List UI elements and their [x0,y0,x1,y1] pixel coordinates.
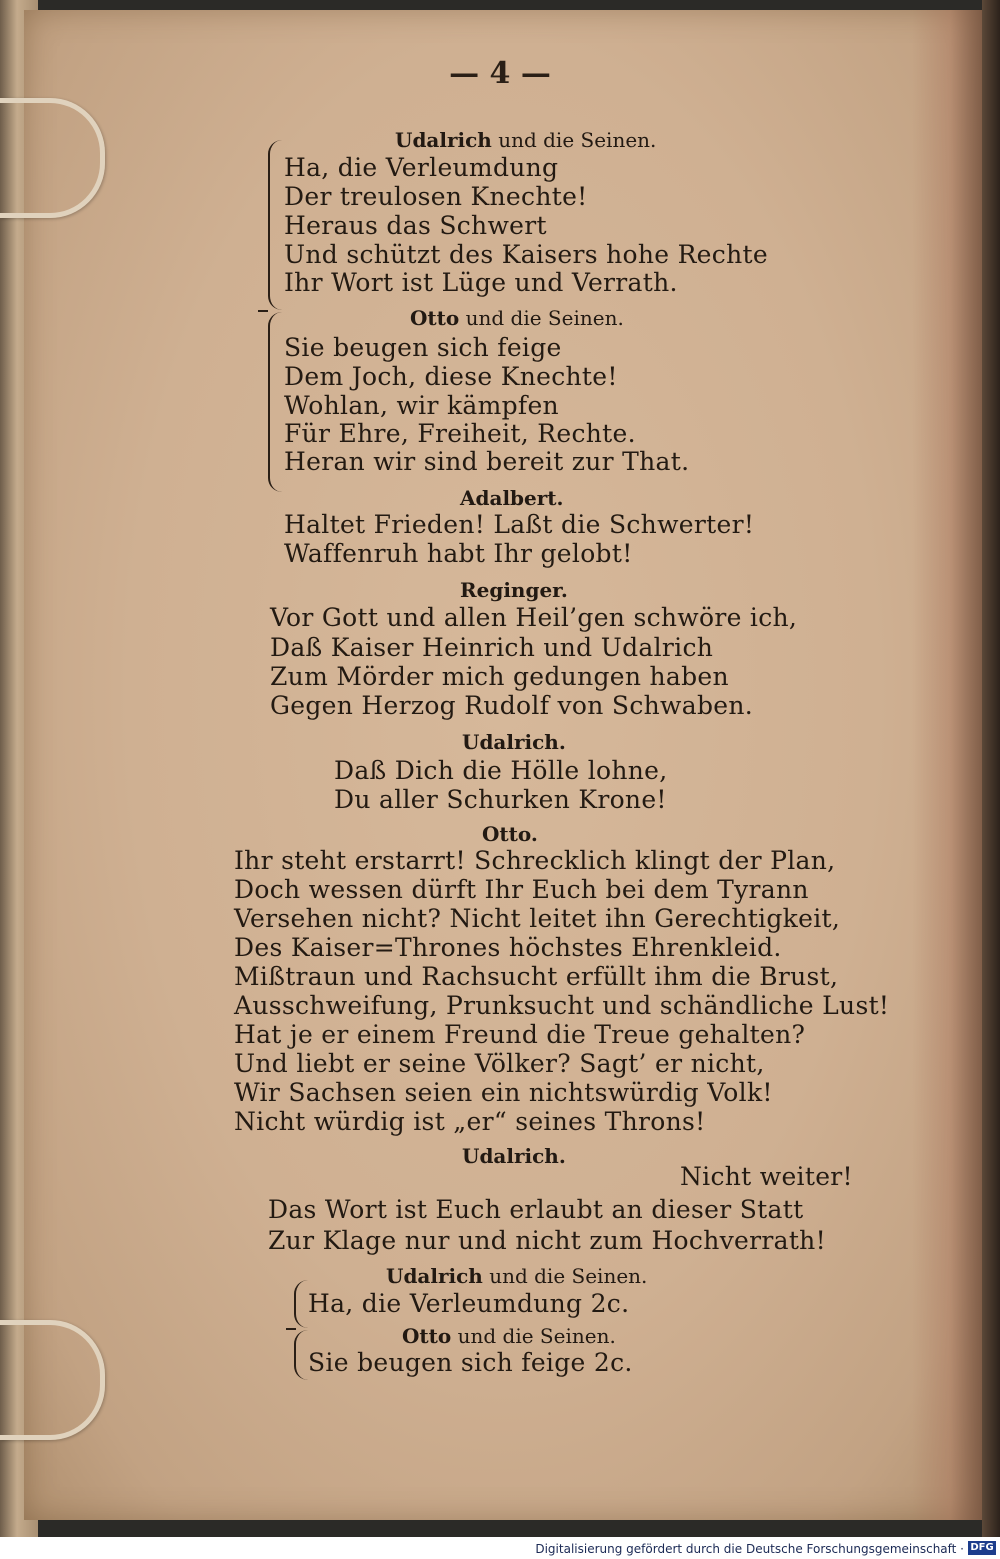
verse-line: Heraus das Schwert [284,211,547,240]
verse-line: Wohlan, wir kämpfen [284,391,559,420]
verse-line: Der treulosen Knechte! [284,182,588,211]
verse-line: Daß Kaiser Heinrich und Udalrich [270,633,714,662]
speaker-heading: Otto. [482,822,538,846]
speaker-heading: Udalrich. [462,1144,566,1168]
verse-line: Daß Dich die Hölle lohne, [334,756,668,785]
page-gutter [912,10,982,1520]
bracket-upper [268,140,284,310]
page-number: — 4 — [449,56,551,91]
verse-line: Vor Gott und allen Heil’gen schwöre ich, [270,603,798,632]
speaker-heading: Udalrich und die Seinen. [386,1264,648,1288]
verse-line: Gegen Herzog Rudolf von Schwaben. [270,691,754,720]
paper-clip-bottom [0,1320,105,1440]
bracket-upper-small [294,1280,310,1328]
bracket-point [258,310,268,312]
verse-line: Des Kaiser=Thrones höchstes Ehrenkleid. [234,933,782,962]
verse-line: Ha, die Verleumdung 2c. [308,1289,630,1318]
verse-line: Mißtraun und Rachsucht erfüllt ihm die Brust, [234,962,839,991]
verse-line: Und schützt des Kaisers hohe Rechte [284,240,768,269]
dfg-logo: DFG [968,1541,996,1555]
verse-line: Ihr Wort ist Lüge und Verrath. [284,268,678,297]
verse-line: Das Wort ist Euch erlaubt an dieser Statt [268,1195,804,1224]
verse-line: Für Ehre, Freiheit, Rechte. [284,419,636,448]
bracket-point-small [286,1328,296,1330]
verse-line: Sie beugen sich feige 2c. [308,1348,633,1377]
speaker-heading: Udalrich und die Seinen. [395,128,657,152]
paper-clip-top [0,98,105,218]
bracket-lower-small [294,1330,310,1380]
speaker-heading: Udalrich. [462,730,566,754]
verse-line: Ihr steht erstarrt! Schrecklich klingt der Plan, [234,846,836,875]
verse-line: Hat je er einem Freund die Treue gehalten? [234,1020,806,1049]
book-spine [982,0,1000,1559]
verse-line: Waffenruh habt Ihr gelobt! [284,539,633,568]
verse-line: Ha, die Verleumdung [284,153,559,182]
verse-line: Heran wir sind bereit zur That. [284,447,690,476]
speaker-heading: Adalbert. [460,486,564,510]
digitization-credit: Digitalisierung gefördert durch die Deutsche Forschungsgemeinschaft · [535,1542,964,1556]
verse-line: Wir Sachsen seien ein nichtswürdig Volk! [234,1078,773,1107]
verse-line: Nicht weiter! [680,1162,853,1191]
verse-line: Zur Klage nur und nicht zum Hochverrath! [268,1226,826,1255]
speaker-heading: Otto und die Seinen. [402,1324,616,1348]
verse-line: Und liebt er seine Völker? Sagt’ er nicht, [234,1049,765,1078]
verse-line: Dem Joch, diese Knechte! [284,362,618,391]
speaker-heading: Otto und die Seinen. [410,306,624,330]
verse-line: Nicht würdig ist „er“ seines Throns! [234,1107,706,1136]
verse-line: Versehen nicht? Nicht leitet ihn Gerechtigkeit, [234,904,841,933]
verse-line: Ausschweifung, Prunksucht und schändliche Lust! [234,991,890,1020]
verse-line: Sie beugen sich feige [284,333,562,362]
verse-line: Haltet Frieden! Laßt die Schwerter! [284,510,755,539]
verse-line: Zum Mörder mich gedungen haben [270,662,729,691]
bracket-lower [268,312,284,492]
verse-line: Doch wessen dürft Ihr Euch bei dem Tyrann [234,875,809,904]
verse-line: Du aller Schurken Krone! [334,785,667,814]
speaker-heading: Reginger. [460,578,568,602]
